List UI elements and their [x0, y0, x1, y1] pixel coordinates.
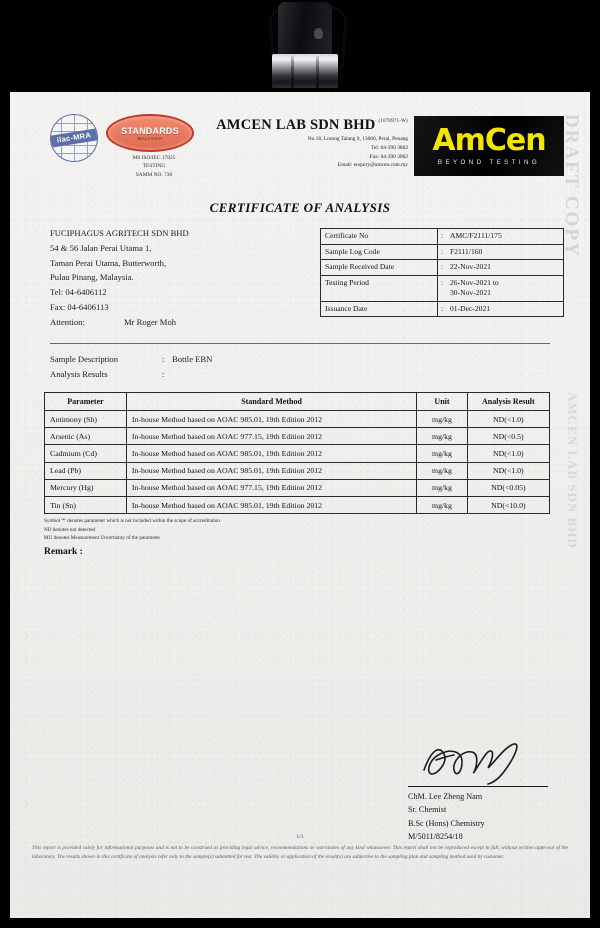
- handwritten-signature: [408, 742, 568, 786]
- accreditation-line-2: TESTING: [142, 163, 166, 170]
- page-number: 1/1: [296, 834, 304, 840]
- certificate-detail-value: 26-Nov-2021 to 30-Nov-2021: [446, 275, 564, 301]
- result-value: ND(<1.0): [467, 411, 549, 428]
- amcen-logo: [414, 116, 564, 176]
- company-registration: (1070971-W): [378, 119, 408, 124]
- result-unit: mg/kg: [417, 445, 467, 462]
- result-unit: mg/kg: [417, 479, 467, 496]
- standards-label: STANDARDS: [121, 125, 179, 136]
- result-parameter: Mercury (Hg): [45, 479, 127, 496]
- certificate-detail-row: [321, 229, 564, 245]
- document-page: [10, 92, 590, 918]
- customer-address-line-2: Taman Perai Utama, Butterworth,: [50, 257, 167, 268]
- result-parameter: Cadmium (Cd): [45, 445, 127, 462]
- document-header: [36, 114, 564, 184]
- result-parameter: Arsenic (As): [45, 428, 127, 445]
- certificate-detail-value: 01-Dec-2021: [446, 301, 564, 317]
- result-method: In-house Method based on AOAC 977.15, 19th Edition 2012: [126, 479, 416, 496]
- result-unit: mg/kg: [417, 496, 467, 513]
- certificate-detail-row: [321, 275, 564, 301]
- customer-address-line-3: Pulau Pinang, Malaysia.: [50, 272, 134, 283]
- ilac-mra-label: ilac-MRA: [56, 130, 92, 145]
- signatory-name: ChM. Lee Zheng Nam: [408, 792, 483, 801]
- sample-description-label: Sample Description: [50, 354, 119, 365]
- accreditation-line-3: SAMM NO. 730: [135, 171, 173, 178]
- binder-clip-seam-right: [316, 54, 319, 88]
- result-value: ND(<0.5): [467, 428, 549, 445]
- result-method: In-house Method based on AOAC 985.01, 19th Edition 2012: [126, 411, 416, 428]
- result-value: ND(<10.0): [467, 496, 549, 513]
- certificate-details-table: [320, 228, 564, 317]
- result-value: ND(<1.0): [467, 462, 549, 479]
- certificate-detail-label: Sample Log Code: [321, 244, 438, 260]
- company-fax: Fax: 04-390 3062: [369, 153, 408, 160]
- attention-label: Attention:: [50, 316, 85, 327]
- standards-oval-icon: [106, 114, 194, 152]
- results-column-header: Unit: [417, 393, 467, 411]
- result-method: In-house Method based on AOAC 985.01, 19th Edition 2012: [126, 496, 416, 513]
- amcen-logo-text: AmCen: [432, 123, 546, 158]
- certificate-detail-label: Issuance Date: [321, 301, 438, 317]
- amcen-logo-tagline: BEYOND TESTING: [437, 159, 541, 166]
- accreditation-line-1: MS ISO/IEC 17025: [132, 155, 176, 161]
- company-tel: Tel: 04-390 3862: [370, 144, 408, 151]
- result-unit: mg/kg: [417, 428, 467, 445]
- certificate-detail-separator: :: [438, 244, 447, 260]
- certificate-detail-separator: :: [438, 229, 447, 245]
- attention-value: Mr Roger Moh: [124, 316, 177, 327]
- standards-sublabel: MALAYSIA: [137, 135, 163, 141]
- table-row: [45, 428, 550, 445]
- certificate-detail-separator: :: [438, 301, 447, 317]
- sample-description-separator: :: [162, 354, 165, 365]
- analysis-results-label: Analysis Results: [50, 369, 108, 380]
- result-method: In-house Method based on AOAC 985.01, 19th Edition 2012: [126, 462, 416, 479]
- accreditation-logos: [36, 114, 210, 179]
- result-value: ND(<0.05): [467, 479, 549, 496]
- certificate-detail-value: AMC/F2111/175: [446, 229, 564, 245]
- certificate-detail-label: Testing Period: [321, 275, 438, 301]
- certificate-detail-row: [321, 244, 564, 260]
- binder-clip-seam-left: [291, 54, 294, 88]
- customer-name: FUCIPHAGUS AGRITECH SDN BHD: [50, 228, 189, 238]
- result-method: In-house Method based on AOAC 977.15, 19th Edition 2012: [126, 428, 416, 445]
- results-column-header: Parameter: [45, 393, 127, 411]
- certificate-detail-row: [321, 301, 564, 317]
- ilac-mra-icon: [50, 114, 98, 162]
- customer-tel: Tel: 04-6406112: [50, 287, 107, 298]
- company-watermark: AMCEN LAB SDN BHD: [565, 392, 580, 549]
- customer-fax: Fax: 04-6406113: [50, 301, 109, 312]
- binder-clip: [264, 0, 346, 88]
- certificate-detail-value: 22-Nov-2021: [446, 260, 564, 276]
- remark-label: Remark :: [44, 547, 83, 558]
- table-row: [45, 462, 550, 479]
- result-method: In-house Method based on AOAC 985.01, 19th Edition 2012: [126, 445, 416, 462]
- analysis-results-separator: :: [162, 369, 165, 380]
- binder-clip-notch: [314, 28, 323, 39]
- table-row: [45, 479, 550, 496]
- signature-block: [408, 742, 568, 843]
- signatory-position: Sr. Chemist: [408, 805, 447, 815]
- table-row: [45, 496, 550, 513]
- company-identity: [210, 114, 414, 170]
- table-row: [45, 411, 550, 428]
- results-column-header: Standard Method: [126, 393, 416, 411]
- company-email: Email: enquiry@amcen.com.my: [337, 162, 408, 169]
- customer-address-line-1: 54 & 56 Jalan Perai Utama 1,: [50, 242, 152, 253]
- signatory-reference: M/5011/8254/18: [408, 831, 463, 841]
- result-parameter: Tin (Sn): [45, 496, 127, 513]
- certificate-detail-value: F2111/160: [446, 244, 564, 260]
- draft-copy-watermark: DRAFT COPY: [561, 114, 582, 258]
- results-table: [44, 392, 550, 514]
- table-footnotes: [44, 517, 564, 542]
- footnote-symbol: Symbol '*' denotes parameter which is not included within the scope of accreditation: [44, 518, 220, 525]
- header-divider: [50, 343, 550, 344]
- signatory-qualification: B.Sc (Hons) Chemistry: [408, 818, 485, 828]
- table-row: [45, 445, 550, 462]
- footnote-mu: MU denotes Measurement Uncertainty of the parameter: [44, 535, 161, 541]
- page-title: CERTIFICATE OF ANALYSIS: [209, 200, 391, 215]
- disclaimer-text: This report is provided solely for informational purposes and is not to be construed as providing legal advice, recommendations or warranties of any kind whatsoever. This report shall not be reproduced except in full, without written approval of the laboratory. The results shown in this certificate of analysis refer only to the sample(s) submitted for test. The validity or application of the result(s) are subjective to the sampling plan and sampling method used by customer.: [32, 845, 568, 860]
- result-parameter: Lead (Pb): [45, 462, 127, 479]
- company-address: No.18, Lorong Talang 9, 13600, Perai, Penang: [307, 136, 408, 142]
- result-unit: mg/kg: [417, 462, 467, 479]
- results-table-header-row: [45, 393, 550, 411]
- result-value: ND(<1.0): [467, 445, 549, 462]
- certificate-detail-label: Sample Received Date: [321, 260, 438, 276]
- result-unit: mg/kg: [417, 411, 467, 428]
- sample-description-value: Bottle EBN: [172, 354, 213, 365]
- certificate-detail-label: Certificate No: [321, 229, 438, 245]
- certificate-detail-row: [321, 260, 564, 276]
- sample-info: [36, 352, 564, 382]
- signature-line: [408, 786, 548, 787]
- certificate-detail-separator: :: [438, 260, 447, 276]
- company-name: AMCEN LAB SDN BHD: [216, 117, 376, 133]
- customer-address-block: [36, 226, 320, 329]
- result-parameter: Antimony (Sb): [45, 411, 127, 428]
- results-column-header: Analysis Result: [467, 393, 549, 411]
- certificate-detail-separator: :: [438, 275, 447, 301]
- standards-malaysia-logo: [106, 114, 202, 179]
- footnote-nd: ND denotes not detected: [44, 526, 96, 533]
- binder-clip-jaw: [272, 54, 338, 88]
